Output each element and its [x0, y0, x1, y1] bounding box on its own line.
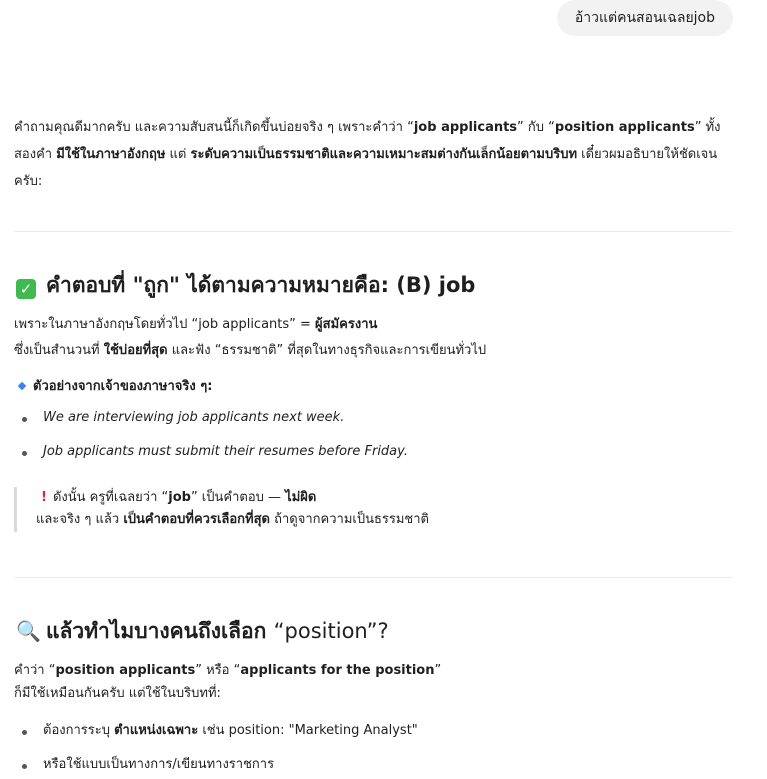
magnifier-icon: 🔍: [16, 619, 41, 643]
divider: [14, 231, 732, 232]
examples-label: ตัวอย่างจากเจ้าของภาษาจริง ๆ:: [14, 374, 734, 400]
section-heading-answer: ✓ คำตอบที่ "ถูก" ได้ตามความหมายคือ: (B) job: [16, 270, 475, 300]
blockquote: ! ดังนั้น ครูที่เฉลยว่า “job” เป็นคำตอบ — ไม่ผิด และจริง ๆ แล้ว เป็นคำตอบที่ควรเลือกที่สุด ถ้าดูจากความเป็นธรรมชาติ: [14, 487, 726, 532]
examples-list: [14, 408, 734, 462]
blue-diamond-icon: [18, 382, 26, 390]
list-item: We are interviewing job applicants next week.: [14, 408, 734, 428]
list-item: หรือใช้แบบเป็นทางการ/เขียนทางราชการ: [14, 755, 734, 775]
check-box-icon: ✓: [16, 279, 36, 299]
section-heading-position: 🔍 แล้วทำไมบางคนถึงเลือก “position”?: [16, 616, 389, 646]
list-item: ต้องการระบุ ตำแหน่งเฉพาะ เช่น position: "Marketing Analyst": [14, 721, 734, 741]
user-message-bubble: อ้าวแต่คนสอนเฉลยjob: [557, 0, 733, 36]
position-explanation: คำว่า “position applicants” หรือ “applicants for the position” ก็มีใช้เหมือนกันครับ แต่ใช้ในบริบทที่:: [14, 663, 442, 701]
exclamation-icon: !: [41, 490, 47, 505]
intro-paragraph: คำถามคุณดีมากครับ และความสับสนนี้ก็เกิดขึ้นบ่อยจริง ๆ เพราะคำว่า “job applicants” กับ “position applicants” ทั้งสองคำ มีใช้ในภาษาอังกฤษ แต่ ระดับความเป็นธรรมชาติและความเหมาะสมต่างกันเล็กน้อยตามบริบท เดี๋ยวผมอธิบายให้ชัดเจนครับ:: [14, 120, 721, 189]
position-list: [14, 721, 734, 775]
list-item: Job applicants must submit their resumes before Friday.: [14, 442, 734, 462]
answer-explanation: เพราะในภาษาอังกฤษโดยทั่วไป “job applicants” = ผู้สมัครงาน ซึ่งเป็นสำนวนที่ ใช้บ่อยที่สุด และฟัง “ธรรมชาติ” ที่สุดในทางธุรกิจและการเขียนทั่วไป: [14, 317, 487, 358]
divider: [14, 577, 732, 578]
